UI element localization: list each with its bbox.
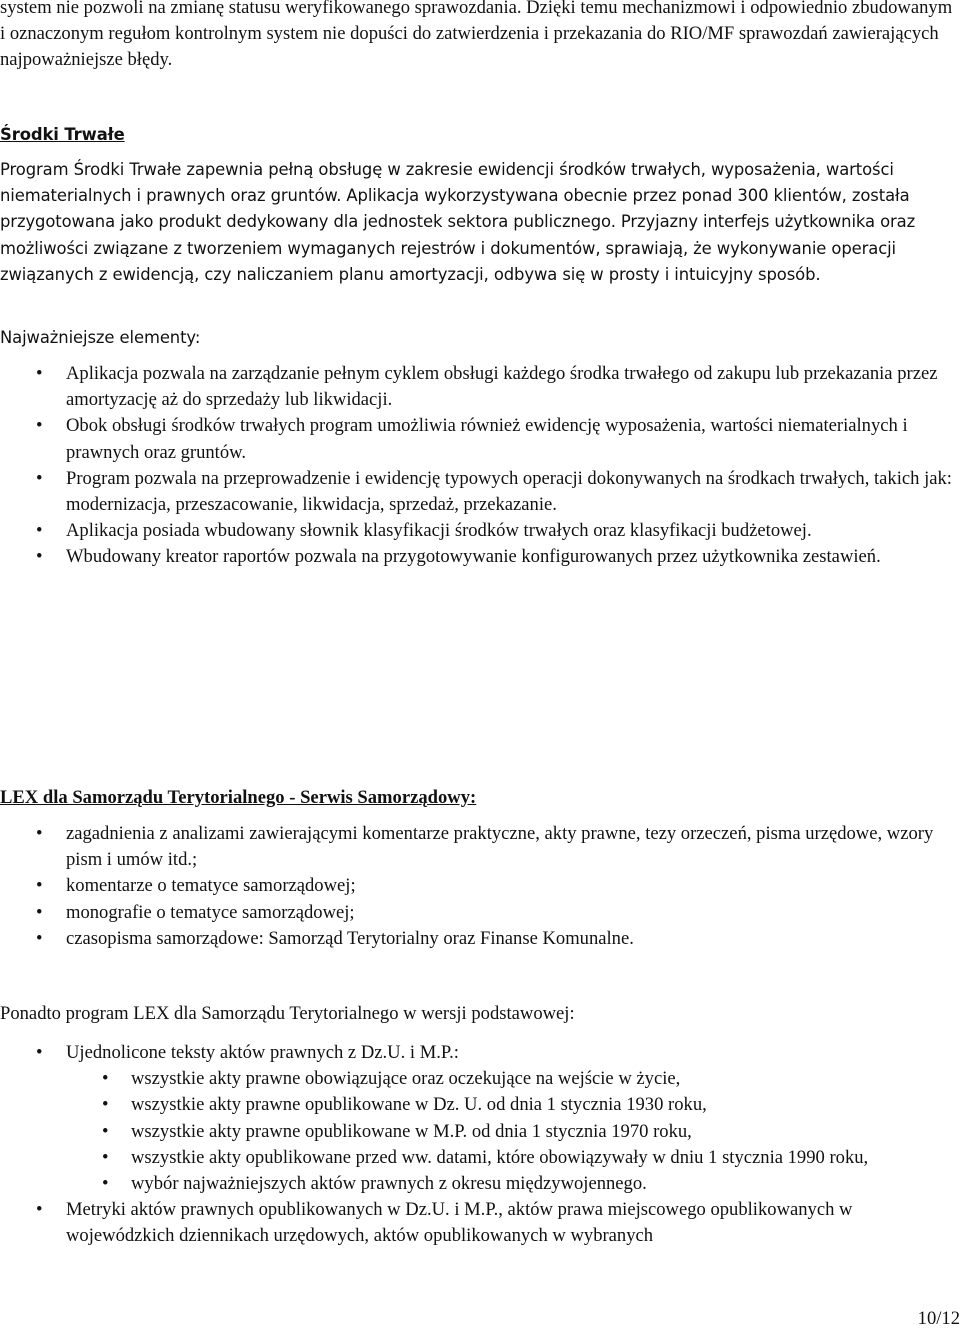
list-item: • Aplikacja posiada wbudowany słownik klasyfikacji środków trwałych oraz klasyfikacji budżetowej.	[0, 518, 955, 544]
basic-version-intro: Ponadto program LEX dla Samorządu Terytorialnego w wersji podstawowej:	[0, 1003, 575, 1024]
list-item: • Program pozwala na przeprowadzenie i ewidencję typowych operacji dokonywanych na środkach trwałych, takich jak: modernizacja, przeszacowanie, likwidacja, sprzedaż, przekazanie.	[0, 466, 955, 518]
intro-paragraph: system nie pozwoli na zmianę statusu weryfikowanego sprawozdania. Dzięki temu mechanizmowi i odpowiednio zbudowanym i oznaczonym regułom kontrolnym system nie dopuści do zatwierdzenia i przekazania do RIO/MF sprawozdań zawierających najpoważniejsze błędy.	[0, 0, 953, 71]
list-item-text: Ujednolicone teksty aktów prawnych z Dz.U. i M.P.:	[66, 1042, 459, 1063]
sub-list-item: • wszystkie akty prawne obowiązujące oraz oczekujące na wejście w życie,	[0, 1066, 955, 1092]
srodki-trwale-heading: Środki Trwałe	[0, 125, 125, 144]
list-item: • monografie o tematyce samorządowej;	[0, 900, 955, 926]
sub-list-item: • wszystkie akty prawne opublikowane w Dz. U. od dnia 1 stycznia 1930 roku,	[0, 1092, 955, 1118]
sub-list-item: • wszystkie akty opublikowane przed ww. datami, które obowiązywały w dniu 1 stycznia 1990 roku,	[0, 1145, 955, 1171]
sub-list-item: • wybór najważniejszych aktów prawnych z okresu międzywojennego.	[0, 1171, 955, 1197]
elements-label: Najważniejsze elementy:	[0, 328, 201, 347]
list-item: • komentarze o tematyce samorządowej;	[0, 873, 955, 899]
list-item: • czasopisma samorządowe: Samorząd Terytorialny oraz Finanse Komunalne.	[0, 926, 955, 952]
basic-version-list	[0, 1040, 955, 1250]
list-item: • zagadnienia z analizami zawierającymi komentarze praktyczne, akty prawne, tezy orzeczeń, pisma urzędowe, wzory pism i umów itd.;	[0, 821, 955, 873]
srodki-trwale-description: Program Środki Trwałe zapewnia pełną obsługę w zakresie ewidencji środków trwałych, wyposażenia, wartości niematerialnych i prawnych oraz gruntów. Aplikacja wykorzystywana obecnie przez ponad 300 klientów, została przygotowana jako produkt dedykowany dla jednostek sektora publicznego. Przyjazny interfejs użytkownika oraz możliwości związane z tworzeniem wymaganych rejestrów i dokumentów, sprawiają, że wykonywanie operacji związanych z ewidencją, czy naliczaniem planu amortyzacji, odbywa się w prosty i intuicyjny sposób.	[0, 160, 916, 284]
sub-list-item: • wszystkie akty prawne opublikowane w M.P. od dnia 1 stycznia 1970 roku,	[0, 1119, 955, 1145]
list-item: • Metryki aktów prawnych opublikowanych w Dz.U. i M.P., aktów prawa miejscowego opublikowanych w wojewódzkich dziennikach urzędowych, aktów opublikowanych w wybranych	[0, 1197, 955, 1249]
lex-heading: LEX dla Samorządu Terytorialnego - Serwis Samorządowy:	[0, 787, 477, 808]
page-number: 10/12	[917, 1308, 960, 1329]
list-item: • Aplikacja pozwala na zarządzanie pełnym cyklem obsługi każdego środka trwałego od zakupu lub przekazania przez amortyzację aż do sprzedaży lub likwidacji.	[0, 361, 955, 413]
list-item: • Obok obsługi środków trwałych program umożliwia również ewidencję wyposażenia, wartości niematerialnych i prawnych oraz gruntów.	[0, 413, 955, 465]
list-item: • Wbudowany kreator raportów pozwala na przygotowywanie konfigurowanych przez użytkownika zestawień.	[0, 544, 955, 570]
lex-list	[0, 821, 955, 952]
srodki-trwale-list	[0, 361, 955, 571]
list-item	[0, 1040, 955, 1066]
